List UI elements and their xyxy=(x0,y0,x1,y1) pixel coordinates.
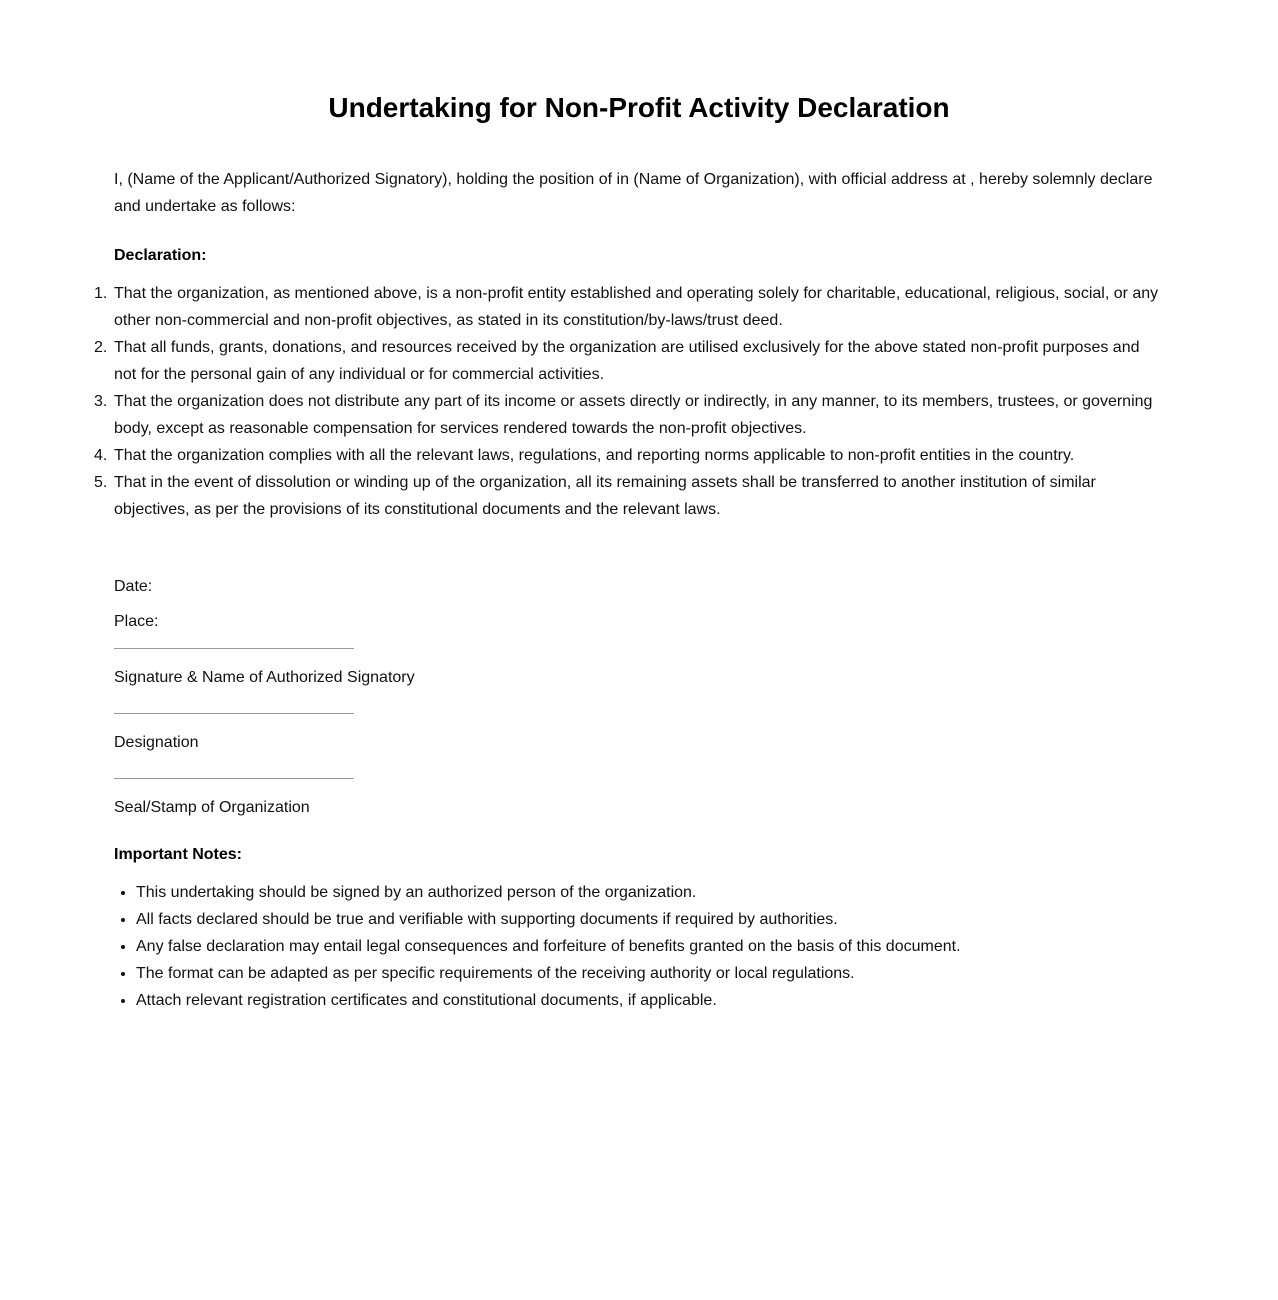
declaration-item: That the organization, as mentioned above, is a non-profit entity established and operating solely for charitable, educational, religious, social, or any other non-commercial and non-profit objectives, as stated in its constitution/by-laws/trust deed. xyxy=(114,285,1159,329)
declaration-item: That the organization does not distribute any part of its income or assets directly or indirectly, in any manner, to its members, trustees, or governing body, except as reasonable compensation for services rendered towards the non-profit objectives. xyxy=(114,393,1153,437)
declaration-item: That all funds, grants, donations, and resources received by the organization are utilised exclusively for the above stated non-profit purposes and not for the personal gain of any individual or for commercial activities. xyxy=(114,339,1140,383)
document-title: Undertaking for Non-Profit Activity Declaration xyxy=(328,92,950,123)
note-item: • Attach relevant registration certificates and constitutional documents, if applicable. xyxy=(136,987,1164,1014)
seal-line xyxy=(114,778,354,779)
signature-line xyxy=(114,648,354,649)
declaration-list xyxy=(114,280,1164,523)
note-item: • All facts declared should be true and verifiable with supporting documents if required by authorities. xyxy=(136,906,1164,933)
note-item: • This undertaking should be signed by an authorized person of the organization. xyxy=(136,879,1164,906)
note-item: • The format can be adapted as per specific requirements of the receiving authority or local regulations. xyxy=(136,960,1164,987)
designation-line xyxy=(114,713,354,714)
seal-caption: Seal/Stamp of Organization xyxy=(114,799,310,816)
date-label: Date: xyxy=(114,578,153,595)
intro-paragraph: I, (Name of the Applicant/Authorized Signatory), holding the position of in (Name of Organization), with official address at , hereby solemnly declare and undertake as follows: xyxy=(114,171,1153,215)
signature-block xyxy=(114,648,1164,820)
declaration-heading: Declaration: xyxy=(114,247,207,264)
declaration-item: That the organization complies with all the relevant laws, regulations, and reporting norms applicable to non-profit entities in the country. xyxy=(114,447,1075,464)
place-label: Place: xyxy=(114,613,159,630)
notes-heading: Important Notes: xyxy=(114,846,242,863)
signature-caption: Signature & Name of Authorized Signatory xyxy=(114,669,415,686)
date-place-block xyxy=(114,575,1164,634)
declaration-item: That in the event of dissolution or winding up of the organization, all its remaining assets shall be transferred to another institution of similar objectives, as per the provisions of its constitutional documents and the relevant laws. xyxy=(114,474,1096,518)
notes-list xyxy=(114,879,1164,1014)
designation-caption: Designation xyxy=(114,734,199,751)
note-item: • Any false declaration may entail legal consequences and forfeiture of benefits granted on the basis of this document. xyxy=(136,933,1164,960)
